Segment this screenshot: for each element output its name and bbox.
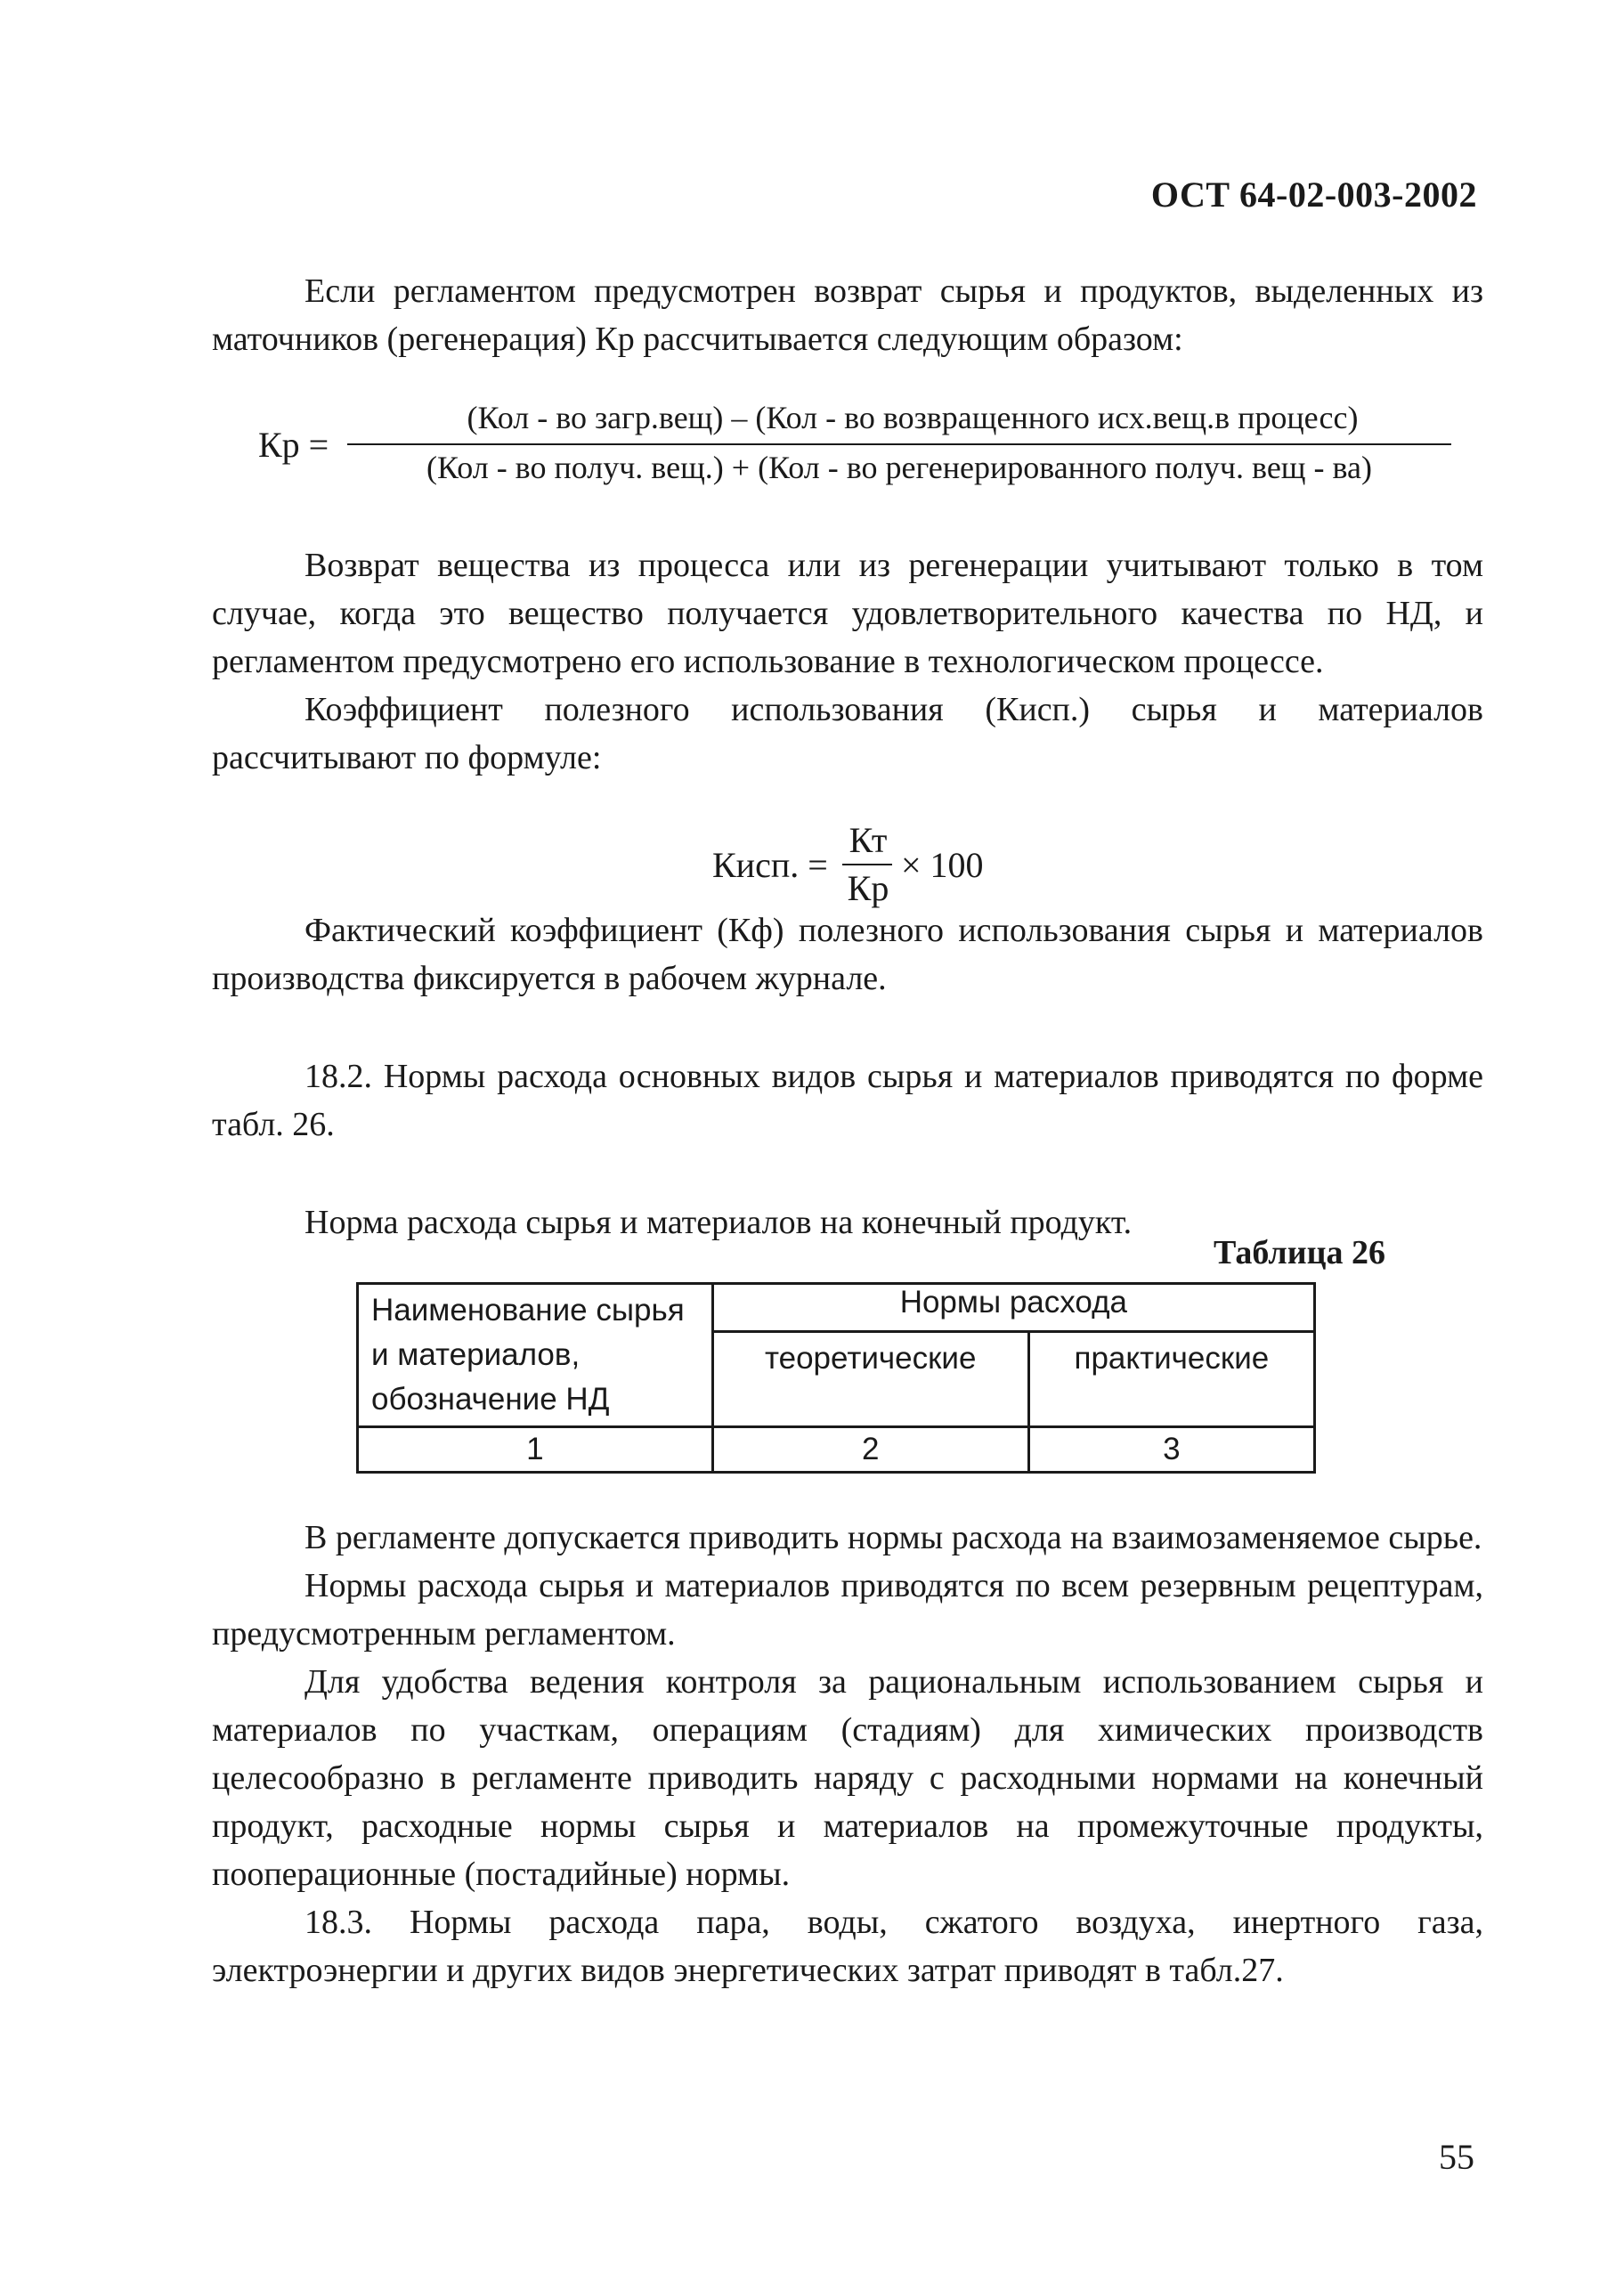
- fraction-bar: [842, 864, 892, 865]
- table-title: Норма расхода сырья и материалов на конечный продукт.: [304, 1204, 1133, 1241]
- paragraph-text: 18.3. Нормы расхода пара, воды, сжатого воздуха, инертного газа, электроэнергии и других видов энергетических затрат приводят в табл.27.: [212, 1904, 1483, 1989]
- document-code: ОСТ 64-02-003-2002: [1150, 175, 1477, 215]
- paragraph-text: В регламенте допускается приводить нормы расхода на взаимозаменяемое сырье.: [304, 1519, 1482, 1556]
- formula-kr-denominator: (Кол - во получ. вещ.) + (Кол - во регенерированного получ. вещ - ва): [426, 450, 1372, 485]
- formula-kr-numerator: (Кол - во загр.вещ) – (Кол - во возвращенного исх.вещ.в процесс): [467, 400, 1359, 435]
- col2-header: теоретические: [712, 1332, 1028, 1427]
- paragraph-text: Для удобства ведения контроля за рациональным использованием сырья и материалов по участкам, операциям (стадиям) для химических производств целесообразно в регламенте приводить наряду с расходными нормами на конечный продукт, расходные нормы сырья и материалов на промежуточные продукты, пооперационные (постадийные) нормы.: [212, 1663, 1483, 1893]
- col3-header: практические: [1028, 1332, 1314, 1427]
- formula-kisp-denominator: Кр: [847, 868, 889, 908]
- group-header: Нормы расхода: [712, 1284, 1314, 1332]
- formula-kisp-multiplier: × 100: [901, 845, 984, 885]
- paragraph-text: Нормы расхода сырья и материалов приводятся по всем резервным рецептурам, предусмотренным регламентом.: [212, 1567, 1483, 1653]
- table-number-row: [358, 1427, 1315, 1473]
- page-number: 55: [1439, 2137, 1474, 2177]
- paragraph-block-final: [212, 1514, 1483, 1994]
- norms-table: [356, 1282, 1316, 1474]
- col-number: 3: [1028, 1427, 1314, 1473]
- table-header-row: [358, 1284, 1315, 1332]
- table-caption: Таблица 26: [1213, 1234, 1385, 1271]
- formula-kr-lhs: Кр =: [258, 425, 329, 465]
- paragraph-regeneration: [212, 267, 1483, 363]
- formula-kisp-lhs: Кисп. =: [712, 845, 828, 885]
- paragraph-text: Если регламентом предусмотрен возврат сырья и продуктов, выделенных из маточников (регенерация) Кр рассчитывается следующим образом:: [212, 272, 1483, 358]
- paragraph-block-return: [212, 541, 1483, 782]
- fraction-bar: [347, 443, 1451, 445]
- paragraph-text: 18.2. Нормы расхода основных видов сырья и материалов приводятся по форме табл. 26.: [212, 1058, 1483, 1143]
- col-number: 1: [358, 1427, 713, 1473]
- formula-kisp-numerator: Кт: [849, 820, 888, 860]
- formula-kr: [258, 399, 1451, 497]
- col-number: 2: [712, 1427, 1028, 1473]
- formula-kisp: [712, 819, 1086, 917]
- col1-header: Наименование сырья и материалов, обозначение НД: [358, 1284, 713, 1427]
- paragraph-block-norms: [212, 906, 1483, 1247]
- paragraph-text: Возврат вещества из процесса или из регенерации учитывают только в том случае, когда это вещество получается удовлетворительного качества по НД, и регламентом предусмотрено его использование в технологическом процессе.: [212, 547, 1483, 680]
- paragraph-text: Фактический коэффициент (Кф) полезного использования сырья и материалов производства фиксируется в рабочем журнале.: [212, 912, 1483, 997]
- paragraph-text: Коэффициент полезного использования (Кисп.) сырья и материалов рассчитывают по формуле:: [212, 691, 1483, 776]
